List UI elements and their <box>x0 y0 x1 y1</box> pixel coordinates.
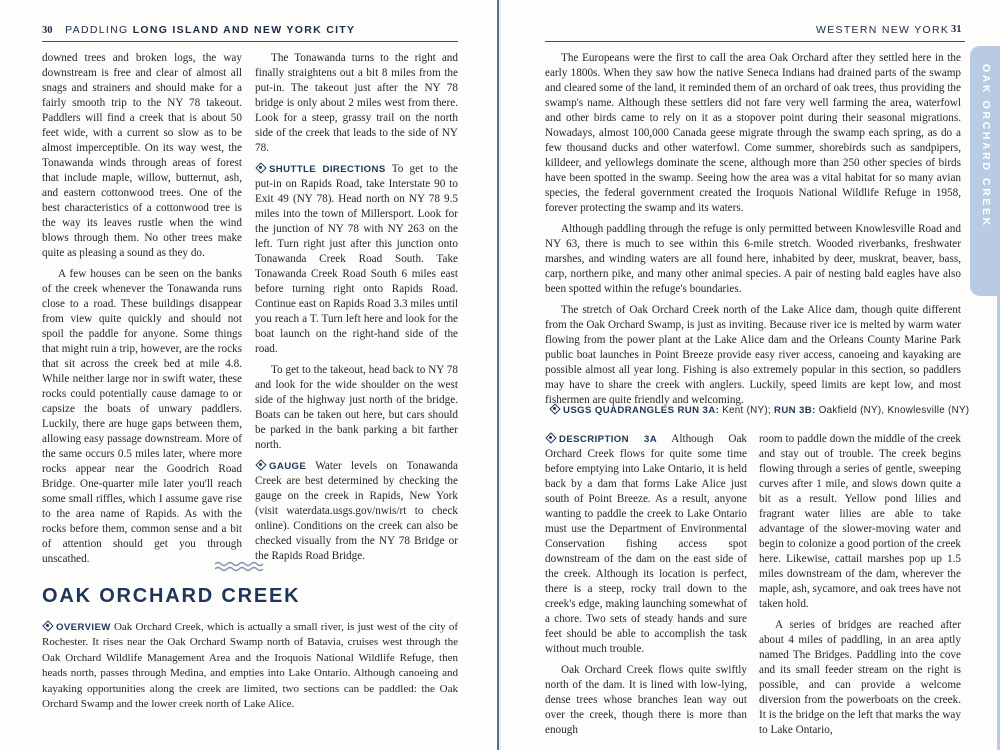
paragraph: downed trees and broken logs, the way downstream is free and clear of almost all snags and strainers and should make for a fairly smooth trip to the NY 78 takeout. Paddlers will find a creek that is about 50 feet wide, with a current so slow as to be almost imperceptible. On its way west, the Tonawanda winds through areas of forest that include maple, willow, butternut, ash, and eastern cottonwood trees. One of the best characteristics of a cottonwood tree is the way its leaves rustle when the wind blows through them. No other trees make quite as pleasing a sound as they do. <box>42 52 242 259</box>
left-header-rule <box>42 41 458 42</box>
header-section: PADDLING <box>65 24 129 36</box>
left-page-number: 30 <box>42 25 53 36</box>
wave-divider-icon <box>215 560 265 572</box>
paragraph: A few houses can be seen on the banks of the creek whenever the Tonawanda runs close to a road. These buildings disappear from view quite quickly and should not spoil the paddle for anyone. Some things that might ruin a trip, however, are the rocks that sit across the creek bed at mile 4.8. While neither large nor in swift water, these rocks could potentially cause damage to or capsize the boats of unwary paddlers. Luckily, there are huge gaps between them, allowing easy passage downstream. More of the same occurs 0.5 miles later, where more rocks appear near the Goodrich Road Bridge. One-quarter mile later you'll reach some small riffles, which I assume gave rise to the area name of Rapids. As with the rocks before them, common sense and a bit of attention should get you through unscathed. <box>42 268 242 565</box>
gauge-label: GAUGE <box>269 461 307 472</box>
quads-label-run-3b: RUN 3B: <box>773 405 816 416</box>
shuttle-directions-paragraph <box>255 162 458 357</box>
diamond-bullet-icon <box>549 403 560 414</box>
left-column-1 <box>42 51 242 573</box>
quads-value-run-3a: Kent (NY); <box>722 405 771 416</box>
diamond-bullet-icon <box>42 620 53 631</box>
left-page <box>0 0 499 750</box>
right-full-width-text <box>545 51 961 414</box>
overview-text: Oak Orchard Creek, which is actually a small river, is just west of the city of Rochester. It rises near the Oak Orchard Swamp north of Batavia, cruises west through the Oak Orchard Wildlife Management Area and the Iroquois National Wildlife Refuge, then heads north, passes through Medina, and empties into Lake Ontario. Although canoeing and kayaking opportunities along the creek are limited, two sections can be paddled: the Oak Orchard Swamp and the lower creek north of Lake Alice. <box>42 621 458 711</box>
paragraph: To get to the takeout, head back to NY 78 and look for the wide shoulder on the west side of the highway just north of the bridge. Boats can be taken out here, but cars should be parked in the bank parking a bit farther north. <box>255 364 458 451</box>
paragraph: Oak Orchard Creek flows quite swiftly north of the dam. It is lined with low-lying, dense trees whose branches lean way out over the creek, though there is more than enough <box>545 664 747 736</box>
chapter-side-tab-label: OAK ORCHARD CREEK <box>980 64 992 228</box>
left-running-header <box>42 24 355 36</box>
quads-label-run-3a: USGS QUADRANGLES RUN 3A: <box>563 405 720 416</box>
description-paragraph <box>545 432 747 657</box>
gauge-text: Water levels on Tonawanda Creek are best determined by checking the gauge on the creek in Rapids, New York (visit waterdata.usgs.gov/nwis/rt to check online). Conditions on the creek can also be checked visually from the NY 78 Bridge or the Rapids Road Bridge. <box>255 460 458 562</box>
diamond-bullet-icon <box>255 459 266 470</box>
section-title: OAK ORCHARD CREEK <box>42 585 301 607</box>
left-column-2 <box>255 51 458 570</box>
paragraph: The Europeans were the first to call the area Oak Orchard after they settled here in the early 1800s. When they saw how the native Seneca Indians had drained parts of the swamp and cleared some of the land, it reminded them of an orchard of oak trees, thus providing the swamp's name. Although these settlers did not fare very well farming the area, waterfowl and other birds came to rely on it as a stopover point during their seasonal migrations. Nowadays, almost 100,000 Canada geese migrate through the swamp each spring, as do a few thousand ducks and other waterfowl. Come summer, shorebirds such as sandpipers, killdeer, and yellowlegs dominate the scene, although more than 250 other species of birds have been spotted in the swamp. Seeing how the area was a vital habitat for so many avian species, the federal government created the Iroquois National Wildlife Refuge in 1958, forever protecting the swamp and its waters. <box>545 52 961 214</box>
diamond-bullet-icon <box>545 432 556 443</box>
right-page-number: 31 <box>951 24 962 35</box>
quads-value-run-3b: Oakfield (NY), Knowlesville (NY) <box>818 405 970 416</box>
header-region-title: WESTERN NEW YORK <box>816 24 950 36</box>
description-text: Although Oak Orchard Creek flows for quite some time before emptying into Lake Ontario, it is held back by a dam that forms Lake Alice just south of Point Breeze. As a result, anyone wanting to paddle the creek to Lake Ontario must use the Department of Environmental Conservation fishing access spot downstream of the dam on the east side of the creek. Although its location is perfect, there is a steep, rocky trail down to the creek's edge, making launching somewhat of a chore. Two sets of steady hands and sure feet should be able to accomplish the task without much trouble. <box>545 433 748 655</box>
chapter-side-tab <box>970 46 1000 296</box>
gauge-paragraph <box>255 459 458 564</box>
diamond-bullet-icon <box>255 162 266 173</box>
right-column-1 <box>545 432 747 744</box>
paragraph: A series of bridges are reached after about 4 miles of paddling, in an area aptly named The Bridges. Paddling into the cove and its small feeder stream on the right is possible, and can provide a welcome diversion from the powerboats on the creek. It is the bridge on the left that marks the way to Lake Ontario, <box>759 619 961 736</box>
header-book-title: LONG ISLAND AND NEW YORK CITY <box>132 24 356 36</box>
overview-label: OVERVIEW <box>56 622 111 633</box>
right-running-header <box>816 24 949 36</box>
usgs-quadrangles-line <box>549 403 969 416</box>
shuttle-directions-label: SHUTTLE DIRECTIONS <box>269 164 386 175</box>
paragraph: The Tonawanda turns to the right and finally straightens out a bit 8 miles from the put-in. The takeout just after the NY 78 bridge is only about 2 miles west from there. Look for a steep, grassy trail on the north side of the creek that leads to the side of NY 78. <box>255 52 458 154</box>
right-column-2 <box>759 432 961 744</box>
right-page <box>501 0 1000 750</box>
overview-paragraph <box>42 620 458 712</box>
paragraph: room to paddle down the middle of the creek and stay out of trouble. The creek begins flowing through a series of gentle, sweeping curves after 1 mile, and slows down quite a bit as a result. Yellow pond lilies and fragrant water lilies are able to take advantage of the slower-moving water and begin to colonize a good portion of the creek here. Likewise, cattail marshes pop up 1.5 miles downstream of the dam, wherever the maple, ash, sycamore, and oak trees have not taken hold. <box>759 433 961 610</box>
paragraph: Although paddling through the refuge is only permitted between Knowlesville Road and NY 63, there is much to see within this 6-mile stretch. Wooded riverbanks, freshwater marshes, and winding waters are all found here, inhabited by deer, muskrat, beaver, bass, carp, northern pike, and many other animal species. A pair of nesting bald eagles have also been spotted within the refuge's boundaries. <box>545 223 961 295</box>
shuttle-directions-text: To get to the put-in on Rapids Road, take Interstate 90 to Exit 49 (NY 78). Head north on NY 78 9.5 miles into the town of Millersport. Look for the junction of NY 78 with NY 263 on the left. Turn right just after this junction onto Tonawanda Creek Road South. Take Tonawanda Creek Road South 6 miles east before turning right onto Rapids Road. Continue east on Rapids Road 3.3 miles until you reach a T. Turn left here and look for the boat launch on the right-hand side of the road. <box>255 163 459 355</box>
right-header-rule <box>545 41 965 42</box>
paragraph: The stretch of Oak Orchard Creek north of the Lake Alice dam, though quite different from the Oak Orchard Swamp, is just as inviting. Because river ice is melted by warm water flowing from the power plant at the Lake Alice dam and the Orleans County Marine Park public boat launches in Point Breeze provide easy river access, canoeing and kayaking are possible almost all year long. Fishing is also extremely popular in this section, so paddlers may have to share the creek with anglers. Luckily, speed limits are kept low, and most fishermen are quite friendly and welcoming. <box>545 304 961 406</box>
description-label: DESCRIPTION 3A <box>559 434 658 445</box>
